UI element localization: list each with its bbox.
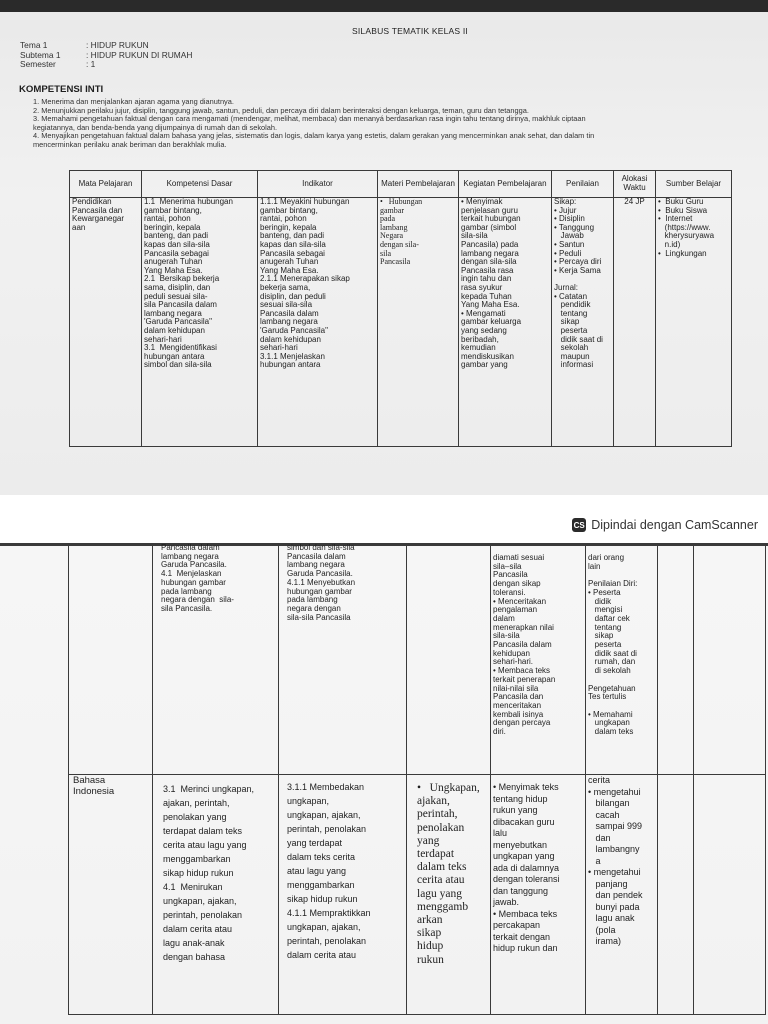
cell-line: Pancasila <box>493 570 528 580</box>
cell-line: pada lambang <box>161 586 212 596</box>
cell-line: pengalaman <box>493 605 538 615</box>
cell-line: • Menyimak teks <box>493 782 559 792</box>
cell-line: kehidupan <box>493 648 530 658</box>
cell-line: lambang negara <box>287 560 345 570</box>
camscanner-icon: CS <box>572 518 586 532</box>
cell-line: terdapat <box>417 848 455 861</box>
cell-line: lambang <box>380 222 408 232</box>
cell-line: Pancasila <box>380 257 411 267</box>
meta-row: Semester : 1 <box>20 59 96 70</box>
cell-line: dari orang <box>588 553 625 562</box>
cell-line: sila Pancasila dalam <box>144 300 217 310</box>
cell-line: ungkapan, ajakan, <box>287 810 361 820</box>
cell-line: • Menceritakan <box>493 596 547 606</box>
cell-line: disiplin, dan peduli <box>260 291 326 301</box>
cell-line: (pola <box>588 924 616 935</box>
cell-line: hubungan gambar <box>287 586 352 596</box>
cell-line: diamati sesuai <box>493 553 545 562</box>
cell-line: • Membaca teks <box>493 666 551 676</box>
cell-line: rumah, dan <box>588 657 636 667</box>
cell-line: maupun <box>554 351 590 361</box>
cell-line: • Catatan <box>554 291 588 301</box>
cell-line: tentang hidup <box>493 793 548 804</box>
cell-penilaian <box>586 775 658 1015</box>
cell-line: bunyi pada <box>588 901 640 912</box>
cell-sumber <box>694 544 766 775</box>
cell-line: Penilaian Diri: <box>588 579 638 589</box>
cell-sumber <box>656 198 732 447</box>
cell-line: • Mengamati <box>461 308 506 318</box>
cell-line: penolakan <box>417 821 465 834</box>
cell-line: penolakan yang <box>163 812 227 822</box>
cell-line: dengan bahasa <box>163 952 226 962</box>
cell-line: Kewarganegar <box>72 214 125 224</box>
cell-alokasi: 24 JP <box>614 198 656 447</box>
cell-line: sampai 999 <box>588 821 643 831</box>
cell-line: anugerah Tuhan <box>260 257 319 267</box>
cell-line: dengan sila-sila <box>461 257 517 267</box>
cell-line: ajakan, <box>417 795 450 808</box>
cell-line: ajakan, perintah, <box>163 798 230 808</box>
cell-mapel <box>70 198 142 447</box>
cell-line: tentang <box>554 308 588 318</box>
cell-line: rukun <box>417 953 444 966</box>
cell-line: atau lagu yang <box>287 866 347 876</box>
cell-line: dibacakan guru <box>493 816 555 827</box>
cell-line: • Hubungan <box>380 197 423 206</box>
cell-line: n.id) <box>658 239 681 249</box>
ki-line: mencerminkan perilaku anak beriman dan berakhlak mulia. <box>33 139 227 149</box>
cell-line: a <box>588 855 601 866</box>
cell-line: hubungan antara <box>260 360 321 370</box>
cell-line: yang sedang <box>461 325 507 335</box>
cell-line: sila Pancasila. <box>161 603 213 613</box>
cell-line: bekerja sama, <box>260 282 311 292</box>
cell-line: • Memahami <box>588 709 633 719</box>
document-title: SILABUS TEMATIK KELAS II <box>352 26 468 36</box>
cell-line: kepada Tuhan <box>461 291 512 301</box>
cell-line: 3.1 Merinci ungkapan, <box>163 784 255 794</box>
cell-line: Pancasila) pada <box>461 239 519 249</box>
cell-line: ingin tahu dan <box>461 274 512 284</box>
cell-kd <box>142 198 258 447</box>
cell-line: yang <box>417 834 440 847</box>
camscanner-watermark <box>572 518 758 532</box>
cell-line: sehari-hari. <box>493 657 534 667</box>
cell-line: sesuai sila-sila <box>260 300 313 310</box>
cell-line: lambang negara <box>461 248 519 258</box>
cell-line: simbol dan sila-sila <box>287 543 355 552</box>
cell-line: 4.1 Menjelaskan <box>161 569 222 579</box>
cell-line: peduli sesuai sila- <box>144 291 208 301</box>
cell-line: • Menyimak <box>461 197 503 206</box>
cell-line: 1.1 Menerima hubungan <box>144 197 233 206</box>
cell-line: peserta <box>588 640 622 650</box>
cell-line: Yang Maha Esa. <box>144 265 203 275</box>
cell-line: 1.1.1 Meyakini hubungan <box>260 197 350 206</box>
cell-line: Pancasila dan <box>493 692 544 702</box>
cell-line: dengan sikap <box>493 579 541 589</box>
cell-line: (https://www. <box>658 222 711 232</box>
cell-line: Pancasila dalam <box>287 551 346 561</box>
cell-line: 'Garuda Pancasila" <box>260 325 328 335</box>
cell-line: terkait penerapan <box>493 674 556 684</box>
cell-line: menggamb <box>417 900 469 913</box>
cell-line: ungkapan, ajakan, <box>163 896 237 906</box>
cell-line: beringin, kepala <box>144 222 201 232</box>
cell-line: sila-sila <box>461 231 488 241</box>
cell-line: ungkapan, ajakan, <box>287 922 361 932</box>
cell-line: sila–sila <box>493 561 522 571</box>
cell-materi <box>407 775 491 1015</box>
cell-line: arkan <box>417 914 443 927</box>
cell-line: lagu yang <box>417 887 463 900</box>
cell-line: lambang negara <box>144 308 202 318</box>
cell-line: lambang negara <box>260 317 318 327</box>
cell-line: • mengetahui <box>588 786 641 797</box>
cell-line: dalam cerita atau <box>163 924 233 934</box>
cell-line: • Peserta <box>588 587 621 597</box>
cell-line: sama, disiplin, dan <box>144 282 211 292</box>
scan-page-2 <box>0 543 768 1024</box>
cell-line: pendidik <box>554 300 591 310</box>
cell-line: pada lambang <box>287 595 338 605</box>
col-header: Indikator <box>258 171 378 198</box>
cell-line: • Tanggung <box>554 222 595 232</box>
cell-indikator <box>279 775 407 1015</box>
cell-line: 3.1.1 Membedakan <box>287 782 365 792</box>
cell-line: jawab. <box>493 897 520 907</box>
theme-info <box>20 41 192 70</box>
cell-line: gambar (simbol <box>461 222 517 232</box>
col-header: Penilaian <box>552 171 614 198</box>
cell-line: menggambarkan <box>287 880 355 890</box>
cell-line: lagu anak-anak <box>163 938 225 948</box>
cell-materi <box>378 198 459 447</box>
cell-line: negara dengan <box>287 603 341 613</box>
cell-line: Garuda Pancasila. <box>287 569 353 579</box>
ki-line: 3. Memahami pengetahuan faktual dengan cara mengamati (mendengar, melihat, membaca) dan menanyá berdasarkan rasa ingin tahu tentang dirinya, makhluk ciptaan <box>33 114 586 123</box>
col-header: Sumber Belajar <box>656 171 732 198</box>
cell-line: Garuda Pancasila. <box>161 560 227 570</box>
cell-line: informasi <box>554 360 594 370</box>
cell-line: • Peduli <box>554 248 582 258</box>
cell-line: daftar cek <box>588 613 630 623</box>
cell-line: didik saat di <box>588 648 637 658</box>
cell-line: Indonesia <box>73 786 115 797</box>
cell-line: hubungan gambar <box>161 577 226 587</box>
cell-line: Pancasila sebagai <box>260 248 325 258</box>
cell-line: • Percaya diri <box>554 257 602 267</box>
syllabus-table-page2 <box>68 543 766 1015</box>
cell-line: penjelasan guru <box>461 205 518 215</box>
cell-line: cerita atau <box>417 874 465 887</box>
cell-line: sekolah <box>554 343 589 353</box>
meta-row: Subtema 1 : HIDUP RUKUN DI RUMAH <box>20 49 193 60</box>
cell-line: hidup rukun dan <box>493 943 558 953</box>
cell-line: percakapan <box>493 920 541 930</box>
cell-line: 2.1 Bersikap bekerja <box>144 274 220 284</box>
cell-line: yang terdapat <box>287 838 343 848</box>
cell-line: terdapat dalam teks <box>163 826 243 836</box>
cell-line: • Kerja Sama <box>554 265 601 275</box>
cell-line: lain <box>588 561 601 571</box>
cell-line: beribadah, <box>461 334 499 344</box>
cell-line: rukun yang <box>493 805 538 815</box>
cell-penilaian <box>552 198 614 447</box>
cell-line: pada <box>380 214 396 224</box>
cell-line: lambangny <box>588 844 640 854</box>
cell-line: sikap hidup rukun <box>287 894 358 904</box>
col-header: Kompetensi Dasar <box>142 171 258 198</box>
cell-line: perintah, penolakan <box>163 910 243 920</box>
cell-line: kembali isinya <box>493 709 544 719</box>
cell-line: ada di dalamnya <box>493 862 560 873</box>
cell-line: kherysuryawa <box>658 231 715 241</box>
ki-line: 1. Menerima dan menjalankan ajaran agama yang dianutnya. <box>33 97 234 106</box>
cell-line: 3.1 Mengidentifikasi <box>144 343 217 353</box>
table-row <box>69 544 766 775</box>
cell-line: didik saat di <box>554 334 603 344</box>
cell-line: Bahasa <box>73 775 106 786</box>
cell-line: Yang Maha Esa. <box>260 265 319 275</box>
cell-materi <box>407 544 491 775</box>
cell-line: aan <box>72 222 86 232</box>
cell-alokasi <box>658 544 694 775</box>
cell-line: mendiskusikan <box>461 351 514 361</box>
cell-line: nilai-nilai sila <box>493 683 539 693</box>
cell-line: menceritakan <box>493 700 542 710</box>
cell-line: dengan toleransi <box>493 874 560 884</box>
cell-line: menggambarkan <box>163 854 231 864</box>
cell-line: dalam teks <box>588 727 634 737</box>
cell-line: • Jujur <box>554 205 577 215</box>
cell-line: sikap hidup rukun <box>163 868 234 878</box>
ki-line: kegiatannya, dan benda-benda yang dijumpainya di rumah dan di sekolah. <box>33 122 278 132</box>
cell-line: gambar bintang, <box>144 205 202 215</box>
cell-line: perintah, penolakan <box>287 936 367 946</box>
cell-line: simbol dan sila-sila <box>144 360 212 370</box>
cell-line: terkait hubungan <box>461 214 521 224</box>
table-row <box>69 775 766 1015</box>
cell-line: sikap <box>588 631 614 641</box>
cell-line: gambar yang <box>461 360 508 370</box>
cell-line: • mengetahui <box>588 867 641 877</box>
cell-line: 'Garuda Pancasila" <box>144 317 212 327</box>
cell-line: • Santun <box>554 239 585 249</box>
cell-line: banteng, dan padi <box>260 231 325 241</box>
cell-line: lalu <box>493 828 508 838</box>
cell-line: diri. <box>493 727 506 737</box>
cell-mapel <box>69 775 153 1015</box>
cell-kegiatan <box>491 544 586 775</box>
cell-line: Pancasila dalam <box>260 308 319 318</box>
cell-line: Pancasila dan <box>72 205 123 215</box>
ki-line: 2. Menunjukkan perilaku jujur, disiplin, tanggung jawab, santun, peduli, dan percaya diri dalam berinteraksi dengan keluarga, teman, guru dan tetangga. <box>33 105 529 115</box>
cell-line: menerapkan nilai <box>493 622 554 632</box>
cell-line: perintah, <box>417 808 458 821</box>
cell-line: menyebutkan <box>493 839 548 850</box>
cell-line: gambar keluarga <box>461 317 522 327</box>
cell-line: 3.1.1 Menjelaskan <box>260 351 325 361</box>
col-header: Kegiatan Pembelajaran <box>459 171 552 198</box>
cell-line: Negara <box>380 231 404 241</box>
cell-line: cacah <box>588 809 620 820</box>
cell-line: Sikap: <box>554 197 577 206</box>
cell-line: ungkapan, <box>287 796 330 806</box>
cell-line: Pancasila dalam <box>493 640 552 650</box>
cell-line: mengisi <box>588 605 623 615</box>
cell-line: hidup <box>417 940 444 953</box>
kompetensi-inti-heading: KOMPETENSI INTI <box>19 84 104 95</box>
cell-line: irama) <box>588 936 622 946</box>
cell-line: sila-sila Pancasila <box>287 612 351 622</box>
cell-kegiatan <box>491 775 586 1015</box>
cell-line: sehari-hari <box>144 334 182 344</box>
table-header-row <box>70 171 732 198</box>
cell-line: Pengetahuan <box>588 683 636 693</box>
cell-line: dan tanggung <box>493 885 549 896</box>
cell-line: • Ungkapan, <box>417 782 480 794</box>
cell-sumber <box>694 775 766 1015</box>
cell-line: sehari-hari <box>260 343 298 353</box>
cell-line: sila <box>380 248 392 258</box>
cell-line: Jawab <box>554 231 584 241</box>
cell-line: 4.1 Menirukan <box>163 882 223 892</box>
scan-edge <box>0 0 768 12</box>
cell-mapel <box>69 544 153 775</box>
cell-line: sikap <box>417 927 442 940</box>
cell-line: 4.1.1 Menyebutkan <box>287 577 356 587</box>
cell-line: perintah, penolakan <box>287 824 367 834</box>
cell-line: kapas dan sila-sila <box>144 239 210 249</box>
cell-line: sikap <box>554 317 580 327</box>
cell-line: terkait dengan <box>493 931 551 942</box>
cell-line: didik <box>588 596 612 606</box>
cell-line: • Disiplin <box>554 214 585 224</box>
cell-line: di sekolah <box>588 666 631 676</box>
syllabus-table-page1 <box>69 170 732 447</box>
cell-line: dengan percaya <box>493 718 551 728</box>
col-header: Mata Pelajaran <box>70 171 142 198</box>
cell-line: anugerah Tuhan <box>144 257 203 267</box>
cell-line: • Buku Siswa <box>658 205 708 215</box>
cell-line: • Internet <box>658 214 693 224</box>
cell-line: dalam kehidupan <box>144 325 205 335</box>
meta-row: Tema 1 : HIDUP RUKUN <box>20 40 149 50</box>
cell-line: kemudian <box>461 343 496 353</box>
scan-page-1 <box>0 0 768 495</box>
cell-line: Tes tertulis <box>588 692 627 702</box>
cell-line: dalam kehidupan <box>260 334 321 344</box>
cell-line: gambar <box>380 205 404 215</box>
cell-alokasi <box>658 775 694 1015</box>
cell-line: dan pendek <box>588 890 643 900</box>
cell-line: dalam teks <box>417 861 467 874</box>
cell-line: 4.1.1 Mempraktikkan <box>287 908 371 918</box>
cell-line: rantai, pohon <box>260 214 307 224</box>
col-header: Materi Pembelajaran <box>378 171 459 198</box>
cell-line: beringin, kepala <box>260 222 317 232</box>
cell-kd <box>153 775 279 1015</box>
cell-line: peserta <box>554 325 588 335</box>
cell-kegiatan <box>459 198 552 447</box>
cell-line: Pancasila sebagai <box>144 248 209 258</box>
cell-line: cerita <box>588 775 611 785</box>
cell-line: ungkapan <box>588 718 630 728</box>
cell-line: Pendidikan <box>72 197 112 206</box>
cell-line: panjang <box>588 878 628 889</box>
cell-line: • Membaca teks <box>493 908 558 919</box>
cell-line: cerita atau lagu yang <box>163 840 247 850</box>
cell-line: • Lingkungan <box>658 248 707 258</box>
cell-line: gambar bintang, <box>260 205 318 215</box>
cell-line: rasa syukur <box>461 282 503 292</box>
cell-line: kapas dan sila-sila <box>260 239 326 249</box>
cell-line: hubungan antara <box>144 351 205 361</box>
camscanner-label: Dipindai dengan CamScanner <box>591 518 758 532</box>
cell-line: dengan sila- <box>380 239 419 249</box>
cell-kd <box>153 544 279 775</box>
ki-line: 4. Menyajikan pengetahuan faktual dalam bahasa yang jelas, sistematis dan logis, dalam karya yang estetis, dalam gerakan yang mencerminkan anak sehat, dan dalam tin <box>33 131 595 140</box>
cell-line: ungkapan yang <box>493 851 555 861</box>
cell-indikator <box>279 544 407 775</box>
cell-line: rantai, pohon <box>144 214 191 224</box>
cell-line: • Buku Guru <box>658 197 704 206</box>
cell-line: 2.1.1 Menerapakan sikap <box>260 274 350 284</box>
table-row <box>70 198 732 447</box>
cell-line: Jurnal: <box>554 282 579 292</box>
kompetensi-inti-list <box>33 98 768 149</box>
cell-penilaian <box>586 544 658 775</box>
cell-line: banteng, dan padi <box>144 231 209 241</box>
cell-line: Yang Maha Esa. <box>461 300 520 310</box>
cell-line: dan <box>588 832 611 843</box>
cell-line: tentang <box>588 622 622 632</box>
cell-line: lambang negara <box>161 551 219 561</box>
cell-line: dalam <box>493 613 515 623</box>
cell-line: dalam cerita atau <box>287 950 357 960</box>
cell-line: Pancasila dalam <box>161 543 220 552</box>
cell-line: Pancasila rasa <box>461 265 514 275</box>
cell-indikator <box>258 198 378 447</box>
cell-line: bilangan <box>588 798 630 808</box>
cell-line: lagu anak <box>588 913 635 923</box>
cell-line: dalam teks cerita <box>287 852 356 862</box>
cell-line: negara dengan sila- <box>161 595 234 605</box>
cell-line: toleransi. <box>493 587 526 597</box>
col-header: Alokasi Waktu <box>614 171 656 198</box>
cell-line: sila-sila <box>493 631 520 641</box>
